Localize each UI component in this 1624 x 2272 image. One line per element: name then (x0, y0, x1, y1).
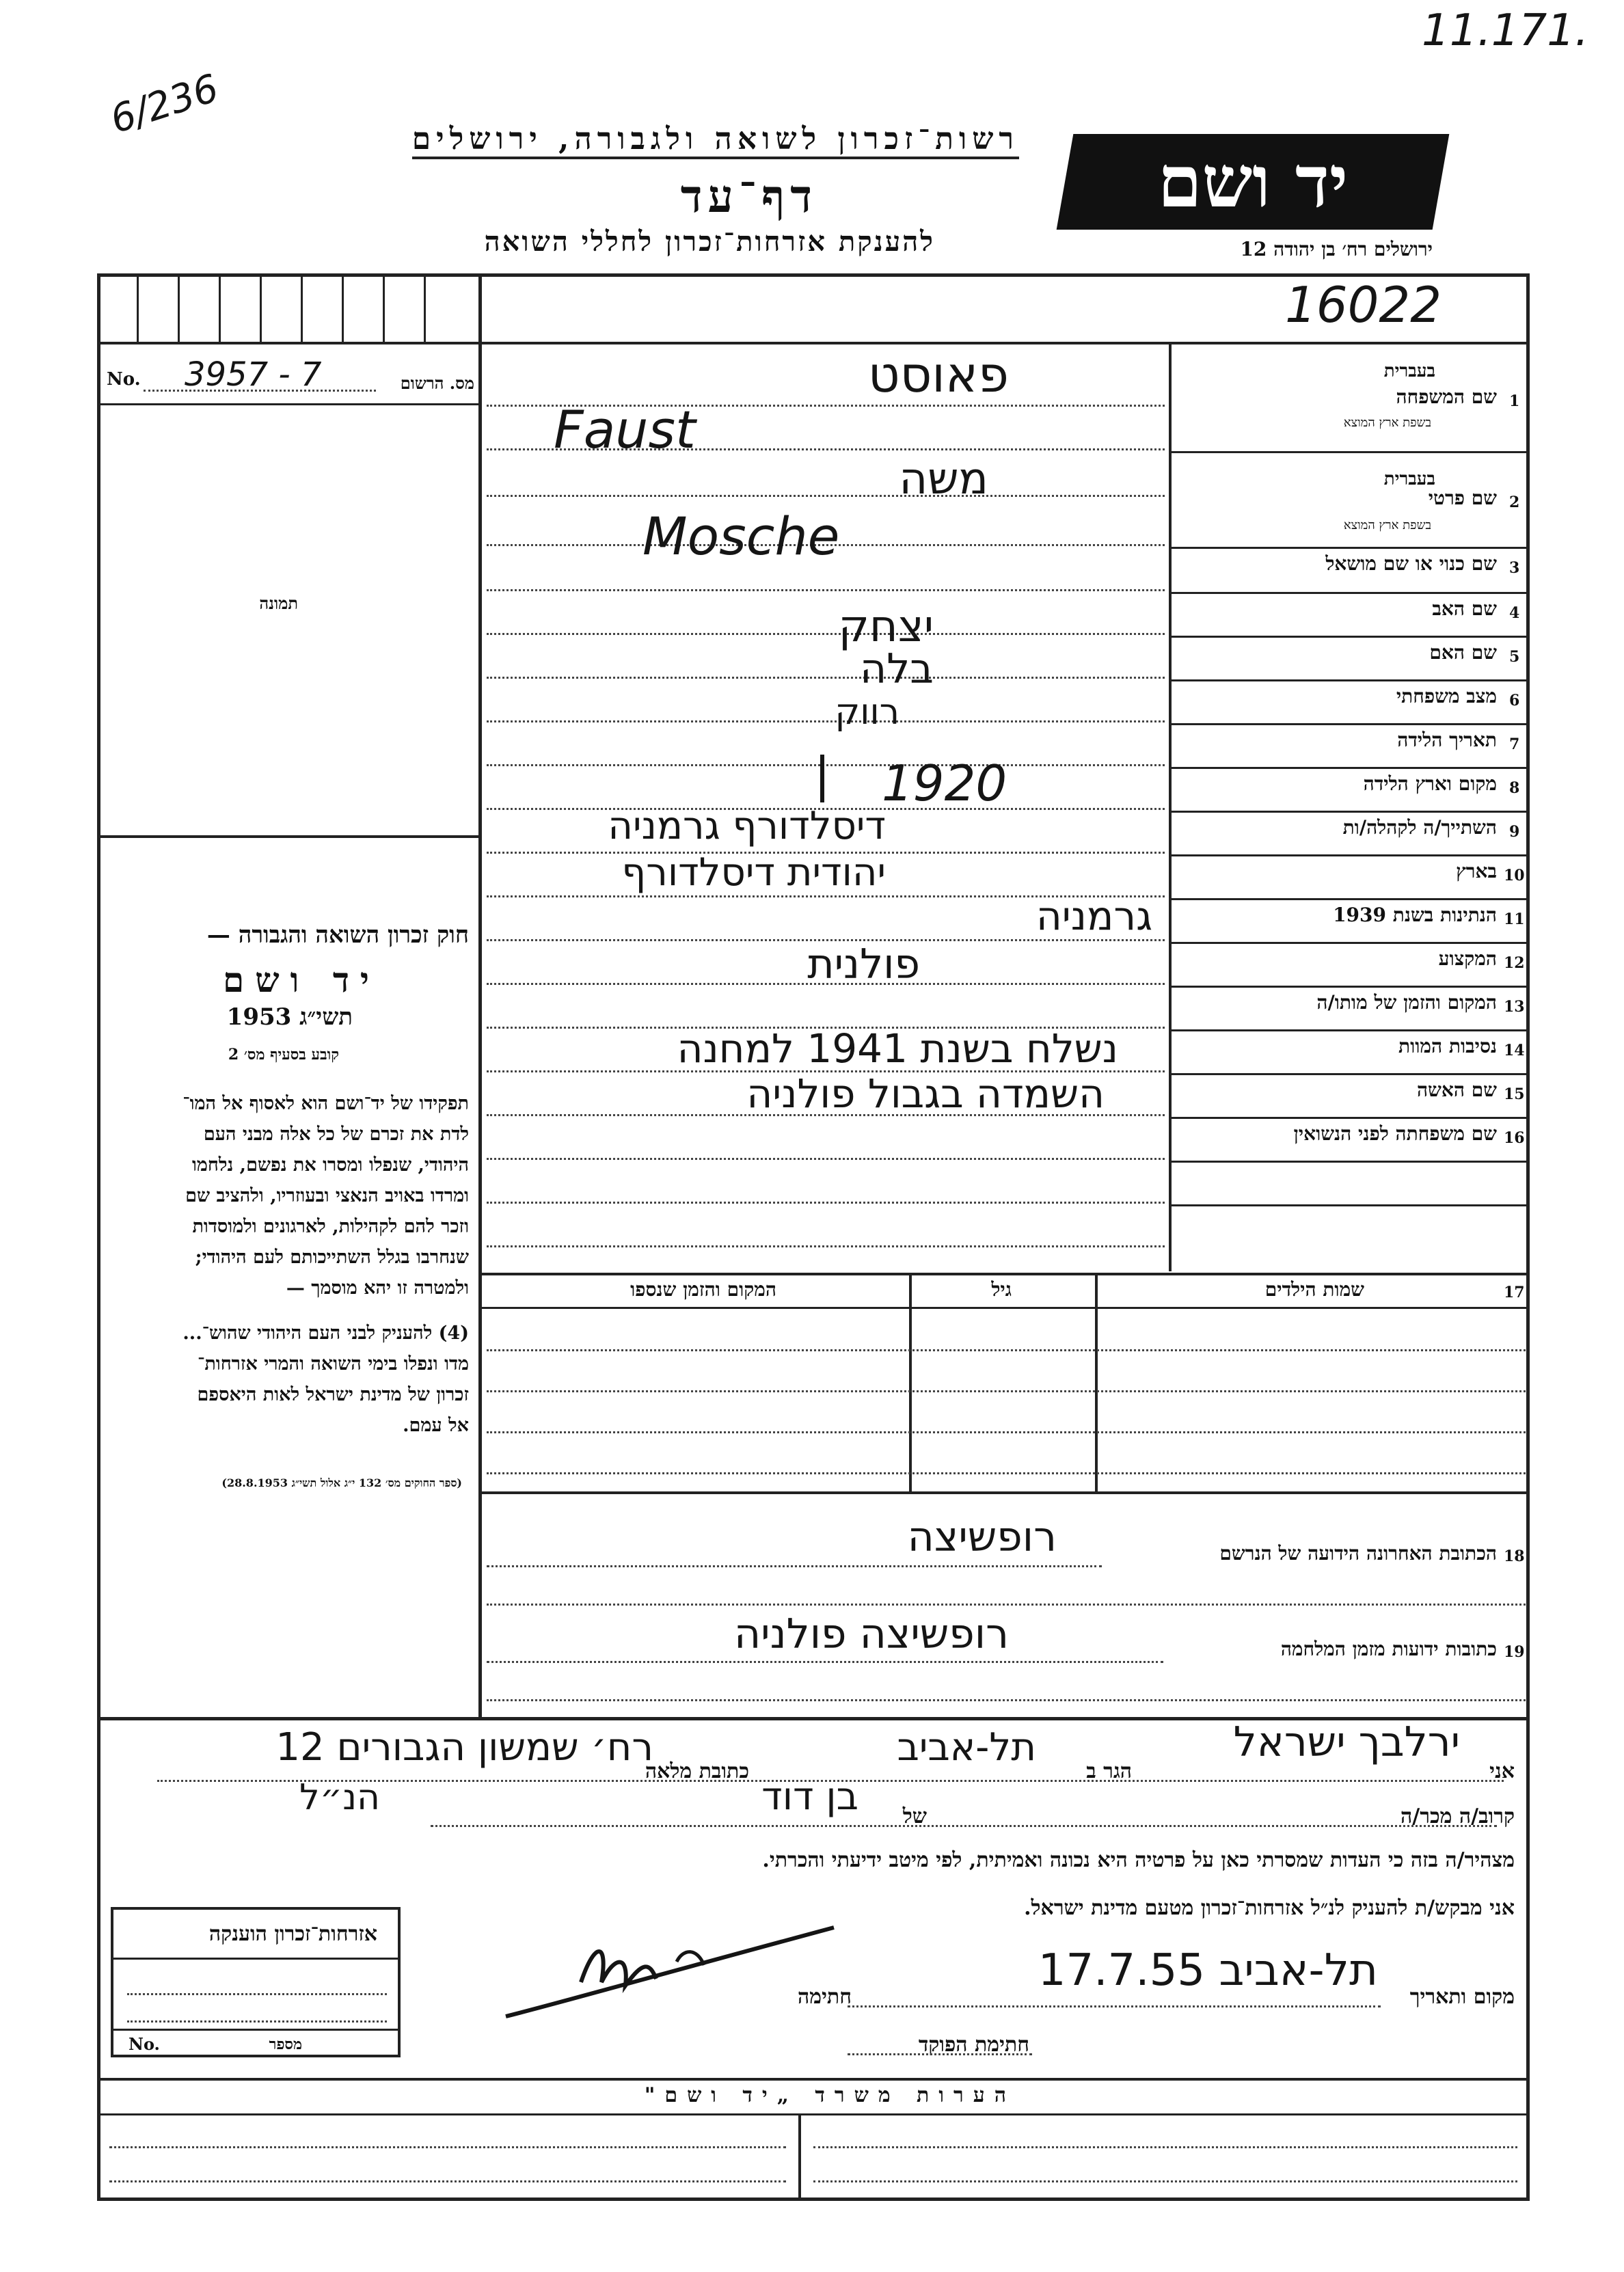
law-line: ולמטרה זו יהא מוסמך — (286, 1277, 469, 1299)
answer-place-date: תל-אביב 17.7.55 (1038, 1945, 1378, 1996)
decl-place-date: מקום ותאריך (1409, 1985, 1515, 2009)
decl-i: אני (1489, 1759, 1515, 1783)
authority-heading: רשות־זכרון לשואה ולגבורה, ירושלים (412, 122, 1019, 159)
law-title: חוק זכרון השואה והגבורה — (206, 921, 469, 949)
answer-father: יצחק (838, 601, 934, 652)
field-1-label: שם המשפחה (1396, 386, 1497, 408)
answer-birth-date-mark (820, 755, 824, 802)
decl-living-in: הגר ב (1086, 1759, 1132, 1783)
law-line: לדת את זכרם של כל אלה מבני העם (203, 1124, 469, 1145)
registry-number: 3957 - 7 (185, 355, 322, 394)
answer-relation: בן דוד (761, 1774, 858, 1819)
decl-full-address: כתובת מלאה (645, 1759, 749, 1783)
field-16-label: שם משפחתה לפני הנשואין (1293, 1122, 1497, 1145)
stamp-number-label: מספר (269, 2036, 302, 2053)
decl-of: של (902, 1804, 927, 1828)
field-7-label: תאריך הלידה (1397, 729, 1497, 751)
law-name: יד ושם (223, 960, 380, 1000)
field-8-label: מקום וארץ הלידה (1363, 772, 1497, 795)
sheet-number: 16022 (1285, 276, 1442, 334)
answer-death-circumstances: השמדה בגבול פולניה (746, 1070, 1105, 1117)
field-10-label: בארץ (1456, 860, 1497, 882)
registry-label: מס. הרשום (400, 373, 474, 393)
answer-mother: בלה (860, 645, 934, 693)
answer-marital: רווק (835, 692, 899, 733)
field-2-sub-hebrew: בעברית (1383, 469, 1435, 489)
answer-birth-place: דיסלדורף גרמניה (608, 804, 886, 848)
yad-vashem-logo (1057, 134, 1450, 230)
answer-relation-of: הנ״ל (299, 1777, 380, 1818)
field-2-sub-local: בשפת ארץ המוצא (1343, 518, 1431, 532)
registry-no-label: No. (107, 369, 141, 390)
children-num: 17 (1504, 1284, 1525, 1301)
field-9-label: השתייך/ה לקהלה/ות (1342, 816, 1497, 839)
q19-label: כתובות ידועות מזמן המלחמה (1280, 1638, 1497, 1660)
answer-declarant-name: ירלבך ישראל (1233, 1718, 1460, 1766)
photo-label: תמונה (259, 593, 298, 613)
answer-birth-date: 1920 (882, 755, 1007, 812)
field-1-sub-local: בשפת ארץ המוצא (1343, 416, 1431, 430)
field-13-num: 13 (1504, 998, 1525, 1016)
field-5-num: 5 (1509, 648, 1520, 666)
answer-firstname-hebrew: משה (899, 454, 988, 504)
law-clause: קובע בסעיף מס׳ 2 (228, 1046, 339, 1064)
law-line: ומרדו באויב הנאצי ובעוזריו, ולהציב שם (185, 1185, 469, 1206)
answer-last-address: רופשיצה (907, 1513, 1057, 1561)
children-col-names: שמות הילדים (1264, 1278, 1364, 1301)
children-col-age: גיל (991, 1278, 1012, 1301)
field-1-num: 1 (1509, 392, 1520, 410)
decl-signature: חתימה (798, 1985, 852, 2009)
answer-country: גרמניה (1036, 893, 1152, 939)
field-3-num: 3 (1509, 559, 1520, 577)
field-15-label: שם האשה (1416, 1079, 1497, 1101)
law-line: היהודי, שנפלו ומסרו את נפשם, נלחמו (191, 1154, 469, 1176)
field-12-num: 12 (1504, 954, 1525, 972)
children-col-place: המקום והזמן שנספו (630, 1278, 776, 1301)
decl-official-signature: חתימת הפוקד (918, 2033, 1029, 2057)
field-6-label: מצב משפחתי (1396, 685, 1497, 707)
law-year: תשי״ג 1953 (226, 1003, 353, 1031)
remarks-heading: הערות משרד „יד ושם" (644, 2083, 1016, 2107)
law-line: זכרון של מדינת ישראל לאות היאספם (197, 1384, 469, 1405)
decl-statement: מצהיר/ה בזה כי העדות שמסרתי כאן על פרטיה היא נכונה ואמיתית, לפי מיטב ידיעתי והכרתי. (762, 1848, 1515, 1872)
stamp-title: אזרחות־זכרון הוענקה (208, 1922, 377, 1946)
field-14-label: נסיבות המוות (1398, 1035, 1497, 1057)
q19-num: 19 (1504, 1643, 1525, 1661)
stamp-no: No. (128, 2034, 160, 2054)
law-para1 (182, 1088, 469, 1303)
q18-label: הכתובת האחרונה הידועה של הנרשם (1219, 1542, 1497, 1565)
q18-num: 18 (1504, 1547, 1525, 1565)
decl-relative: קרוב/ה מכר/ה (1400, 1804, 1515, 1828)
corner-annotation-right: 11.171. (1422, 5, 1589, 56)
field-6-num: 6 (1509, 692, 1520, 709)
field-2-label: שם פרטי (1428, 487, 1497, 509)
form-subtitle: להענקת אזרחות־זכרון לחללי השואה (484, 226, 935, 258)
field-13-label: המקום והזמן של מותו/ה (1316, 991, 1497, 1014)
field-14-num: 14 (1504, 1042, 1525, 1059)
answer-declarant-address: רח׳ שמשון הגבורים 12 (275, 1725, 653, 1770)
answer-surname-local: Faust (554, 399, 696, 460)
law-line: שנחרבו בגלל השתייכותם לעם היהודי; (195, 1247, 469, 1268)
field-12-label: המקצוע (1438, 947, 1497, 970)
field-8-num: 8 (1509, 779, 1520, 797)
answer-surname-hebrew: פאוסט (867, 346, 1009, 403)
law-line: מדו ונפלו בימי השואה והמרי אזרחות־ (197, 1353, 469, 1375)
field-3-label: שם כנוי או שם מושאל (1325, 552, 1497, 575)
field-9-num: 9 (1509, 823, 1520, 841)
stamp-box (111, 1907, 401, 2057)
field-5-label: שם האם (1429, 641, 1497, 664)
law-line: וזכר להם לקהילות, לארגונים ולמוסדות (192, 1216, 469, 1237)
address-line: ירושלים רח׳ בן יהודה 12 (1240, 238, 1433, 260)
field-16-num: 16 (1504, 1129, 1525, 1147)
signature-mark (478, 1900, 861, 2037)
decl-request: אני מבקש/ת להעניק לנ״ל אזרחות־זכרון מטעם מדינת ישראל. (1024, 1896, 1515, 1920)
corner-annotation-left: 6/236 (105, 66, 224, 143)
answer-declarant-city: תל-אביב (897, 1725, 1036, 1770)
field-4-num: 4 (1509, 604, 1520, 622)
law-line: (4) להעניק לבני העם היהודי שהוש־... (182, 1323, 469, 1344)
law-source: (ספר החוקים מס׳ 132 י״ג אלול תשי״ג 28.8.1953) (221, 1476, 462, 1489)
field-2-num: 2 (1509, 493, 1520, 511)
law-line: תפקידו של יד־ושם הוא לאסוף אל המו־ (182, 1093, 469, 1114)
answer-firstname-local: Mosche (642, 506, 840, 567)
field-7-num: 7 (1509, 735, 1520, 753)
answer-death-place: נשלח בשנת 1941 למחנה (677, 1025, 1118, 1072)
field-15-num: 15 (1504, 1085, 1525, 1103)
logo-text: יד ושם (1157, 139, 1349, 224)
form-title: דף־עד (680, 170, 817, 223)
field-11-label: הנתינות בשנת 1939 (1333, 904, 1497, 926)
field-10-num: 10 (1504, 867, 1525, 884)
field-11-num: 11 (1504, 910, 1525, 928)
field-1-sub-hebrew: בעברית (1383, 361, 1435, 381)
answer-wartime-address: רופשיצה פולניה (733, 1610, 1009, 1658)
law-para2 (182, 1318, 469, 1441)
law-line: אל עמם. (403, 1415, 469, 1436)
answer-citizenship: פולנית (807, 941, 920, 988)
answer-community: יהודית דיסלדורף (621, 850, 886, 895)
field-4-label: שם האב (1432, 597, 1497, 620)
